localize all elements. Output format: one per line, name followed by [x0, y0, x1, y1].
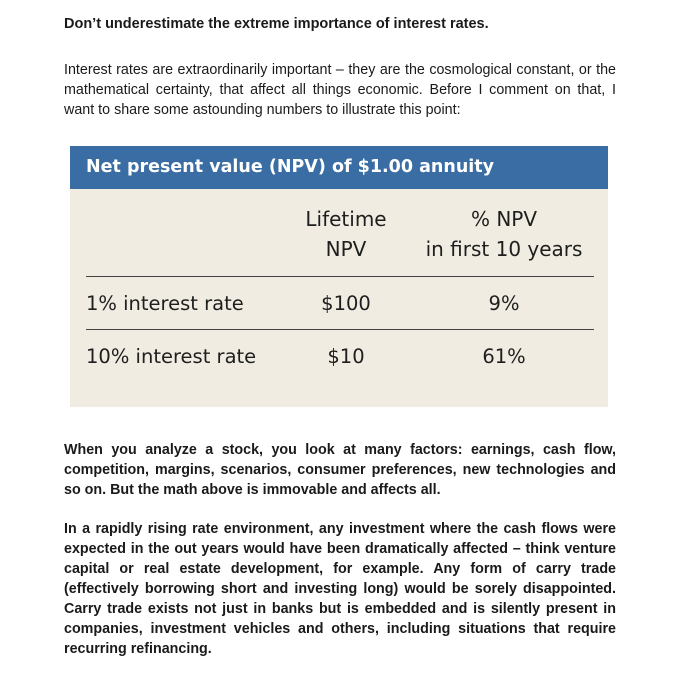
body-paragraph: When you analyze a stock, you look at many factors: earnings, cash flow, competition, margins, scenarios, consumer preferences, new technologies and so on. But the math above is immovable and affects all. — [64, 442, 616, 498]
intro-paragraph: Interest rates are extraordinarily important – they are the cosmological constant, or the mathematical certainty, that affect all things economic. Before I comment on that, I want to share some astounding numbers to illustrate this point: — [64, 62, 616, 118]
body-paragraph: In a rapidly rising rate environment, any investment where the cash flows were expected in the out years would have been dramatically affected – think venture capital or real estate development, for example. Any form of carry trade (effectively borrowing short and investing long) would be sorely disappointed. Carry trade exists not just in banks but is embedded and is silently present in companies, investment vehicles and others, including situations that require recurring refinancing. — [64, 521, 616, 657]
npv-table — [70, 146, 608, 407]
column-header-pct-npv — [415, 204, 593, 264]
table-cell-pct-npv: 9% — [488, 292, 520, 315]
column-header-lifetime-npv — [290, 204, 402, 264]
table-divider — [86, 329, 594, 330]
column-header-pct-line2: in first 10 years — [425, 237, 583, 261]
section-heading: Don’t underestimate the extreme importance of interest rates. — [64, 16, 489, 32]
table-row-label: 10% interest rate — [86, 345, 257, 368]
column-header-pct-line1: % NPV — [470, 207, 538, 231]
npv-table-title: Net present value (NPV) of $1.00 annuity — [70, 146, 608, 189]
table-divider — [86, 276, 594, 277]
column-header-lifetime-line2: NPV — [325, 237, 367, 261]
column-header-lifetime-line1: Lifetime — [305, 207, 387, 231]
table-row-label: 1% interest rate — [86, 292, 244, 315]
table-cell-lifetime-npv: $10 — [327, 345, 365, 368]
table-cell-pct-npv: 61% — [482, 345, 526, 368]
table-cell-lifetime-npv: $100 — [321, 292, 371, 315]
